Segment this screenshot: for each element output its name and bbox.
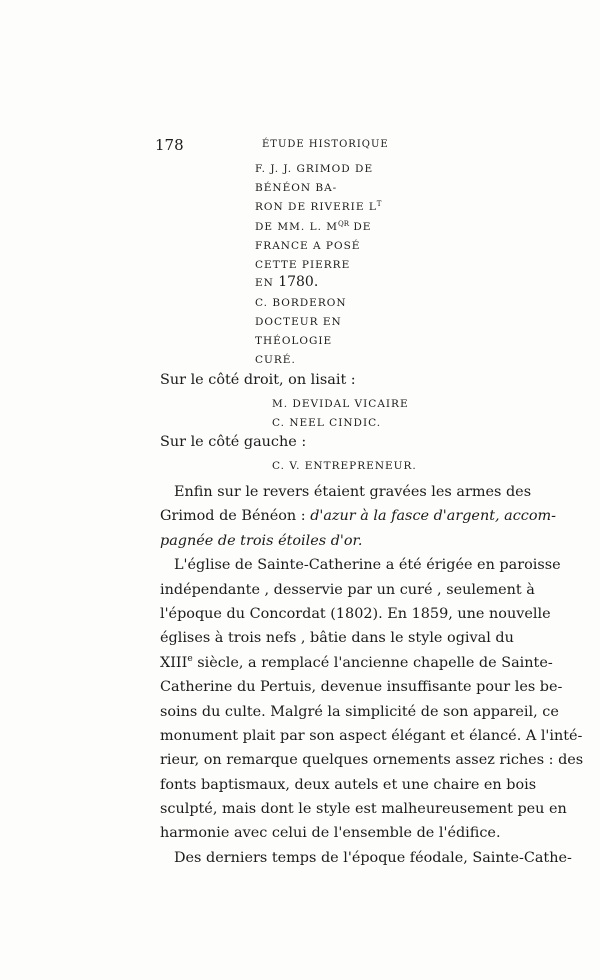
text-line: l'époque du Concordat (1802). En 1859, une nouvelle <box>160 605 551 622</box>
right-side-intro: Sur le côté droit, on lisait : <box>160 372 356 388</box>
inscription-line: F. J. J. GRIMOD DE <box>255 163 374 175</box>
inscription-line: C. NEEL CINDIC. <box>272 417 382 429</box>
inscription-line: BÉNÉON BA- <box>255 182 338 194</box>
inscription-line: DE MM. L. $M^{QR}$ DE <box>255 220 372 233</box>
text-line: harmonie avec celui de l'ensemble de l'édifice. <box>160 825 501 842</box>
text-line: indépendante , desservie par un curé , seulement à <box>160 581 535 598</box>
text-line: sculpté, mais dont le style est malheureusement peu en <box>160 801 567 818</box>
text-line: Grimod de Bénéon : d'azur à la fasce d'argent, accom- <box>160 508 557 525</box>
text-line: XIIIe siècle, a remplacé l'ancienne chapelle de Sainte- <box>160 653 553 671</box>
inscription-line: FRANCE A POSÉ <box>255 240 361 252</box>
text-line: soins du culte. Malgré la simplicité de son appareil, ce <box>160 703 559 720</box>
inscription-line: M. DEVIDAL VICAIRE <box>272 398 409 410</box>
text-line: rieur, on remarque quelques ornements assez riches : des <box>160 752 584 769</box>
text-line: L'église de Sainte-Catherine a été érigée en paroisse <box>174 557 561 574</box>
text-line: fonts baptismaux, deux autels et une chaire en bois <box>160 776 537 793</box>
inscription-line: C. BORDERON <box>255 297 347 309</box>
inscription-line: THÉOLOGIE <box>255 335 333 347</box>
inscription-line: EN 1780. <box>255 274 319 290</box>
body-text <box>160 480 584 870</box>
text-line: Des derniers temps de l'époque féodale, Sainte-Cathe- <box>174 849 572 866</box>
inscription-line: CURÉ. <box>255 354 296 366</box>
inscription-line: RON DE RIVERIE $L^T$ <box>255 200 382 213</box>
text-line: pagnée de trois étoiles d'or. <box>160 532 363 549</box>
text-line: Catherine du Pertuis, devenue insuffisante pour les be- <box>160 679 563 696</box>
text-line: monument plait par son aspect élégant et élancé. A l'inté- <box>160 727 583 744</box>
text-line: Enfin sur le revers étaient gravées les armes des <box>174 484 532 500</box>
inscription-line: CETTE PIERRE <box>255 259 351 271</box>
text-line: églises à trois nefs , bâtie dans le style ogival du <box>160 630 514 647</box>
left-side-intro: Sur le côté gauche : <box>160 434 307 450</box>
inscription-line: C. V. ENTREPRENEUR. <box>272 460 417 472</box>
page-number: 178 <box>155 136 184 154</box>
running-title: ÉTUDE HISTORIQUE <box>262 139 389 150</box>
inscription-line: DOCTEUR EN <box>255 316 342 328</box>
